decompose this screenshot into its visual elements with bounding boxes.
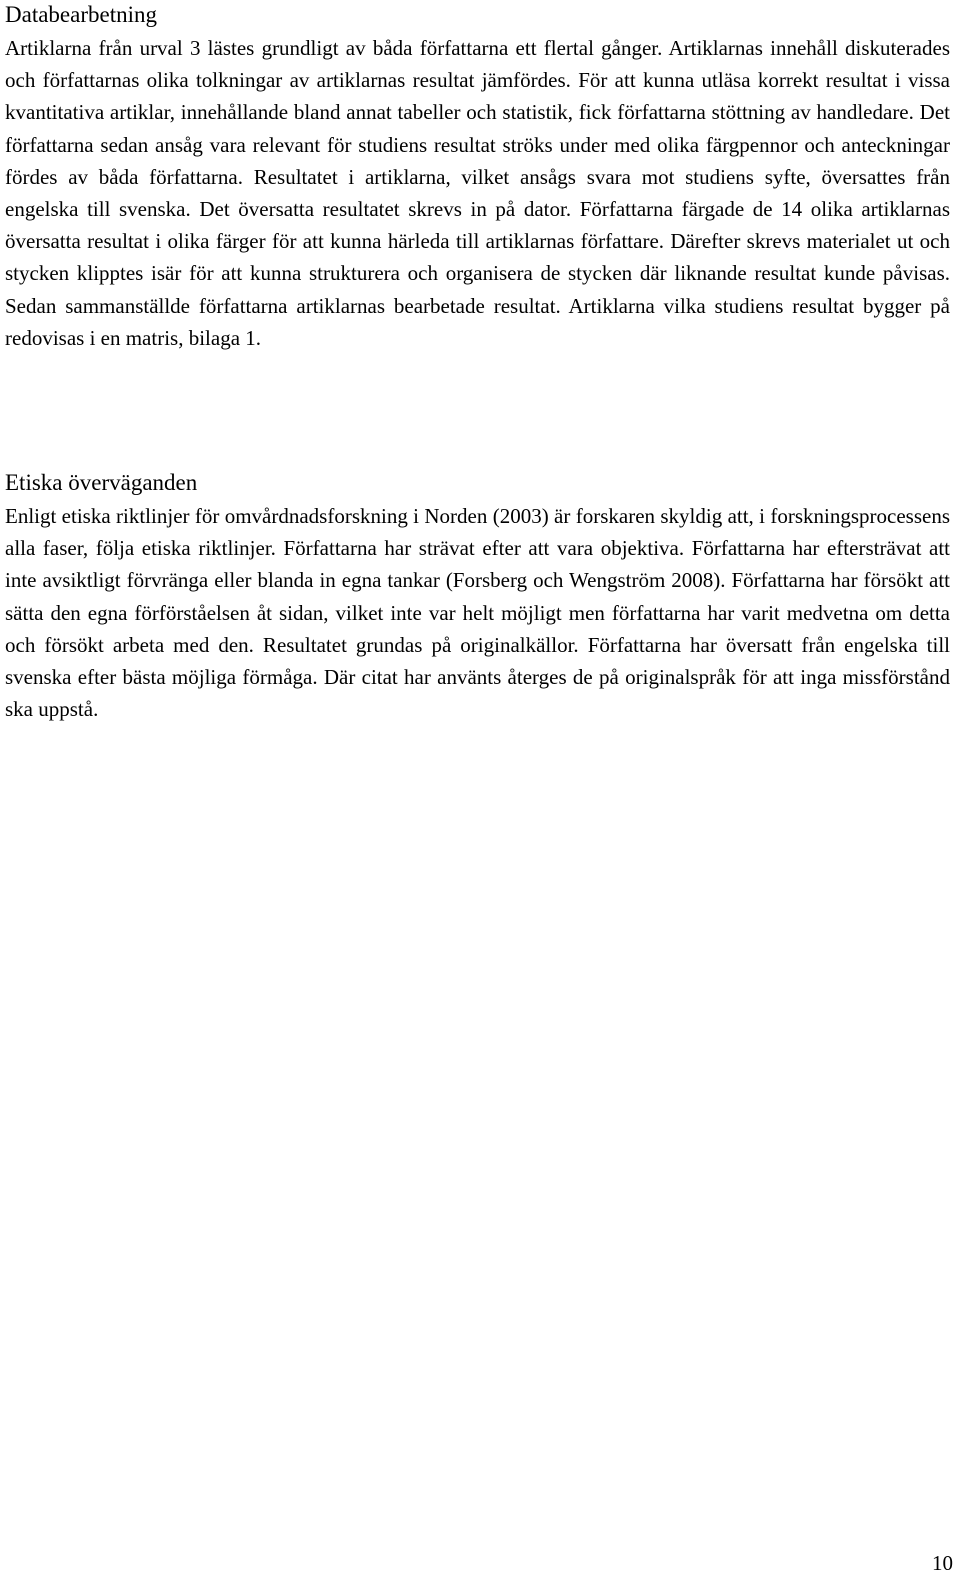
section-heading: Databearbetning [5,2,157,27]
section-etiska-overvaganden [5,468,950,725]
page-number: 10 [932,1551,953,1575]
section-body-paragraph: Artiklarna från urval 3 lästes grundligt av båda författarna ett flertal gånger. Artiklarnas innehåll diskuterades och författarnas olika tolkningar av artiklarnas resultat jämfördes. För att kunna utläsa korrekt resultat i vissa kvantitativa artiklar, innehållande bland annat tabeller och statistik, fick författarna stöttning av handledare. Det författarna sedan ansåg vara relevant för studiens resultat ströks under med olika färgpennor och anteckningar fördes av båda författarna. Resultatet i artiklarna, vilket ansågs svara mot studiens syfte, översattes från engelska till svenska. Det översatta resultatet skrevs in på dator. Författarna färgade de 14 olika artiklarnas översatta resultat i olika färger för att kunna härleda till artiklarnas författare. Därefter skrevs materialet ut och stycken klipptes isär för att kunna strukturera och organisera de stycken där liknande resultat kunde påvisas. Sedan sammanställde författarna artiklarnas bearbetade resultat. Artiklarna vilka studiens resultat bygger på redovisas i en matris, bilaga 1. [5,36,950,350]
section-databearbetning [5,0,950,354]
section-heading: Etiska överväganden [5,470,198,495]
section-body-paragraph: Enligt etiska riktlinjer för omvårdnadsforskning i Norden (2003) är forskaren skyldig att, i forskningsprocessens alla faser, följa etiska riktlinjer. Författarna har strävat efter att vara objektiva. Författarna har eftersträvat att inte avsiktligt förvränga eller blanda in egna tankar (Forsberg och Wengström 2008). Författarna har försökt att sätta den egna förförståelsen åt sidan, vilket inte var helt möjligt men författarna har varit medvetna om detta och försökt arbeta med den. Resultatet grundas på originalkällor. Författarna har översatt från engelska till svenska efter bästa möjliga förmåga. Där citat har använts återges de på originalspråk för att inga missförstånd ska uppstå. [5,504,950,722]
